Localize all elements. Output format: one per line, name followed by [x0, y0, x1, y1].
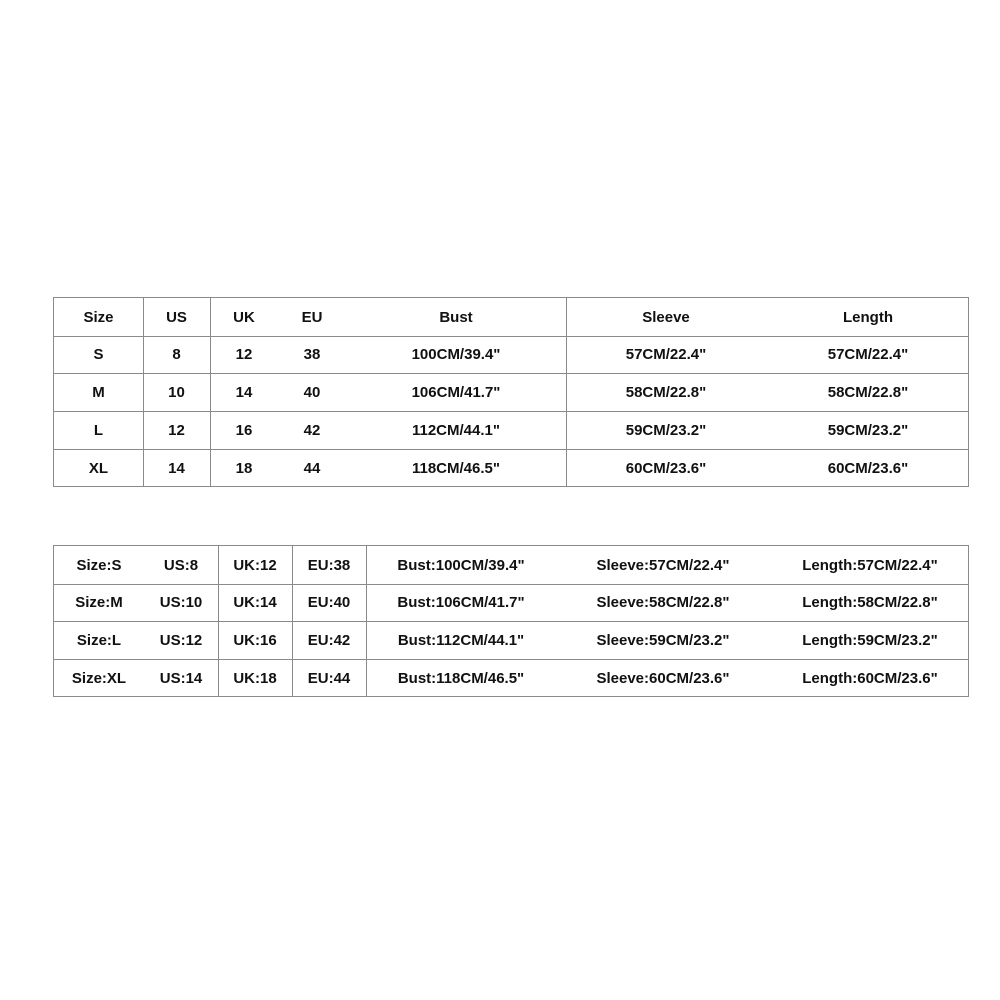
header-eu: EU	[301, 308, 323, 326]
cell-bust: 106CM/41.7"	[411, 383, 501, 401]
cell-bust: Bust:100CM/39.4"	[397, 556, 525, 574]
header-bust: Bust	[439, 308, 473, 326]
table-row	[54, 546, 968, 584]
size-chart-labeled-table	[53, 545, 969, 697]
cell-eu: EU:38	[307, 556, 351, 574]
cell-us: 14	[168, 459, 185, 477]
header-length: Length	[843, 308, 893, 326]
cell-eu: EU:42	[307, 631, 351, 649]
cell-length: 58CM/22.8"	[827, 383, 909, 401]
table-row	[54, 621, 968, 659]
cell-uk: 18	[235, 459, 253, 477]
cell-sleeve: 60CM/23.6"	[625, 459, 707, 477]
cell-length: 57CM/22.4"	[827, 346, 909, 363]
cell-length: Length:58CM/22.8"	[802, 594, 938, 611]
cell-size: Size:L	[76, 631, 122, 649]
cell-sleeve: 57CM/22.4"	[625, 346, 707, 363]
cell-size: L	[93, 421, 104, 439]
cell-length: 60CM/23.6"	[827, 459, 909, 477]
cell-sleeve: Sleeve:60CM/23.6"	[596, 669, 730, 687]
header-sleeve: Sleeve	[642, 308, 690, 326]
cell-sleeve: Sleeve:59CM/23.2"	[596, 631, 730, 649]
cell-bust: Bust:118CM/46.5"	[397, 669, 525, 687]
cell-size: S	[93, 346, 104, 363]
cell-us: 8	[172, 346, 181, 363]
cell-bust: 118CM/46.5"	[411, 459, 500, 477]
cell-sleeve: Sleeve:58CM/22.8"	[596, 594, 730, 611]
cell-sleeve: 58CM/22.8"	[625, 383, 707, 401]
cell-bust: 112CM/44.1"	[411, 421, 500, 439]
header-us: US	[166, 308, 187, 326]
cell-uk: 14	[235, 383, 253, 401]
cell-length: 59CM/23.2"	[827, 421, 909, 439]
cell-sleeve: 59CM/23.2"	[625, 421, 707, 439]
cell-eu: 42	[303, 421, 321, 439]
cell-us: 10	[168, 383, 185, 401]
cell-sleeve: Sleeve:57CM/22.4"	[596, 556, 730, 574]
cell-size: Size:S	[76, 556, 122, 574]
cell-eu: 38	[303, 346, 321, 363]
cell-size: Size:M	[75, 594, 123, 611]
cell-us: US:12	[159, 631, 203, 649]
size-chart-table	[53, 297, 969, 487]
table-row	[54, 659, 968, 697]
cell-bust: 100CM/39.4"	[411, 346, 501, 363]
table-row	[54, 449, 968, 487]
cell-us: US:8	[163, 556, 199, 574]
table-row	[54, 584, 968, 621]
header-uk: UK	[233, 308, 255, 326]
cell-uk: UK:12	[233, 556, 277, 574]
table-row	[54, 411, 968, 449]
cell-length: Length:57CM/22.4"	[802, 556, 938, 574]
cell-uk: 16	[235, 421, 253, 439]
cell-length: Length:59CM/23.2"	[802, 631, 938, 649]
cell-uk: UK:16	[233, 631, 277, 649]
cell-us: 12	[168, 421, 185, 439]
cell-us: US:10	[159, 594, 203, 611]
cell-uk: UK:14	[233, 594, 277, 611]
cell-size: M	[92, 383, 105, 401]
table-row	[54, 373, 968, 411]
cell-size: Size:XL	[71, 669, 127, 687]
cell-bust: Bust:106CM/41.7"	[397, 594, 525, 611]
cell-bust: Bust:112CM/44.1"	[397, 631, 525, 649]
cell-eu: 44	[303, 459, 321, 477]
cell-eu: EU:40	[307, 594, 351, 611]
cell-length: Length:60CM/23.6"	[802, 669, 938, 687]
cell-uk: UK:18	[233, 669, 277, 687]
cell-uk: 12	[235, 346, 253, 363]
cell-eu: EU:44	[307, 669, 351, 687]
cell-size: XL	[88, 459, 109, 477]
table-row	[54, 336, 968, 373]
cell-eu: 40	[303, 383, 321, 401]
header-size: Size	[83, 308, 114, 326]
cell-us: US:14	[159, 669, 203, 687]
table-header-row	[54, 298, 968, 336]
